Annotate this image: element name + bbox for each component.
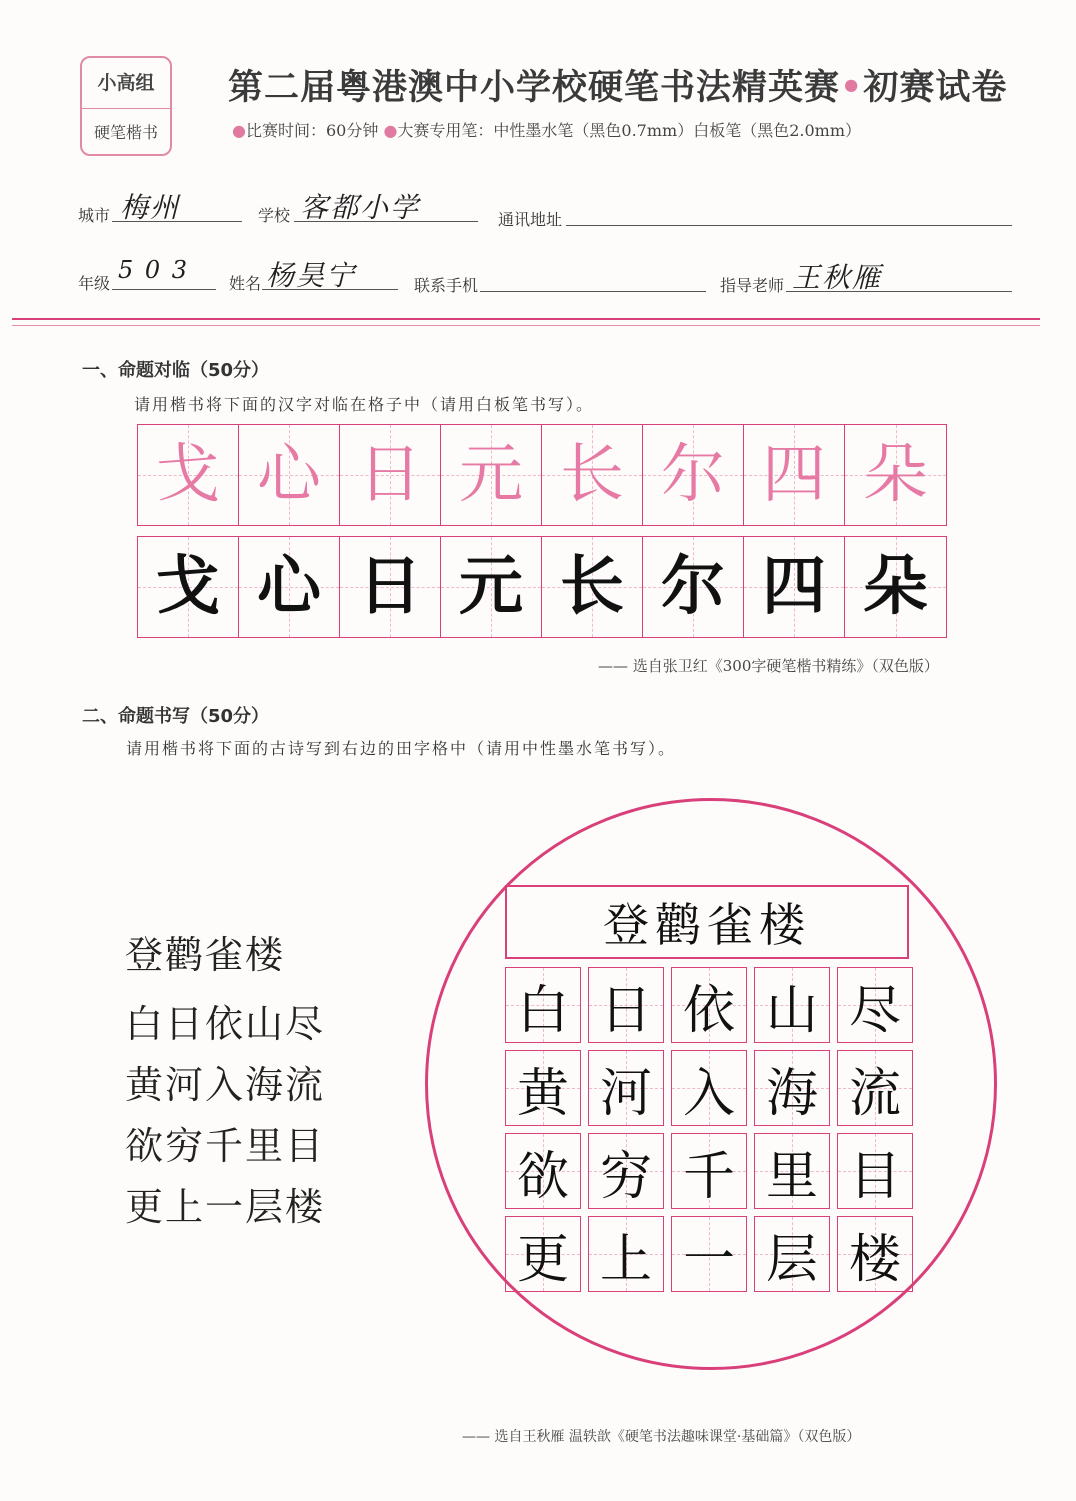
grade-label: 年级 <box>78 274 111 293</box>
page-title <box>228 60 1007 110</box>
section1-instruction: 请用楷书将下面的汉字对临在格子中（请用白板笔书写）。 <box>134 395 595 414</box>
badge-divider <box>82 108 170 109</box>
header-divider-thin <box>12 325 1040 326</box>
poem-source-title: 登鹳雀楼 <box>125 933 286 977</box>
address-label: 通讯地址 <box>498 210 563 229</box>
copy-cell[interactable]: 长 <box>542 537 643 637</box>
poem-line: 更上一层楼 <box>125 1185 326 1229</box>
reference-cell: 元 <box>441 425 542 525</box>
section2-instruction: 请用楷书将下面的古诗写到右边的田字格中（请用中性墨水笔书写）。 <box>126 739 677 758</box>
poem-cell[interactable]: 尽 <box>837 967 913 1043</box>
city-value: 梅州 <box>120 191 181 224</box>
teacher-value: 王秋雁 <box>792 261 883 294</box>
copy-cell[interactable]: 四 <box>744 537 845 637</box>
poem-cell[interactable]: 层 <box>754 1216 830 1292</box>
phone-label: 联系手机 <box>414 276 479 295</box>
poem-line: 欲穷千里目 <box>125 1124 326 1168</box>
badge-group: 小高组 <box>97 72 155 94</box>
copy-cell[interactable]: 戈 <box>138 537 239 637</box>
school-value: 客都小学 <box>300 191 421 224</box>
section1-credit: —— 选自张卫红《300字硬笔楷书精练》（双色版） <box>598 657 939 675</box>
grade-value: 5 0 3 <box>118 256 190 284</box>
poem-line: 黄河入海流 <box>125 1063 326 1107</box>
badge-category: 硬笔楷书 <box>93 123 158 142</box>
poem-cell[interactable]: 河 <box>588 1050 664 1126</box>
title-dot: • <box>840 68 864 108</box>
section2-credit: —— 选自王秋雁 温轶歆《硬笔书法趣味课堂·基础篇》（双色版） <box>462 1429 861 1445</box>
poem-cell[interactable]: 欲 <box>505 1133 581 1209</box>
reference-cell: 四 <box>744 425 845 525</box>
reference-cell: 日 <box>340 425 441 525</box>
poem-line: 白日依山尽 <box>125 1002 326 1046</box>
poem-cell[interactable]: 里 <box>754 1133 830 1209</box>
pen-spec: 大赛专用笔：中性墨水笔（黑色0.7mm）白板笔（黑色2.0mm） <box>397 121 861 140</box>
poem-grid-row <box>505 1050 913 1126</box>
written-poem-title[interactable]: 登鹳雀楼 <box>505 885 909 959</box>
address-field[interactable] <box>566 201 1012 226</box>
section1-title: 一、命题对临（50分） <box>82 360 270 381</box>
poem-cell[interactable]: 一 <box>671 1216 747 1292</box>
time-bullet-icon: ● <box>232 121 246 140</box>
poem-source <box>125 925 325 1238</box>
poem-grid-row <box>505 1133 913 1209</box>
poem-cell[interactable]: 更 <box>505 1216 581 1292</box>
poem-cell[interactable]: 山 <box>754 967 830 1043</box>
copy-cell[interactable]: 朵 <box>845 537 946 637</box>
teacher-label: 指导老师 <box>720 276 785 295</box>
reference-cell: 朵 <box>845 425 946 525</box>
copy-cell[interactable]: 心 <box>239 537 340 637</box>
title-sub: 初赛试卷 <box>863 68 1008 108</box>
poem-writing-grid[interactable] <box>505 967 913 1299</box>
copy-cell[interactable]: 尔 <box>643 537 744 637</box>
school-label: 学校 <box>258 206 291 225</box>
poem-cell[interactable]: 穷 <box>588 1133 664 1209</box>
reference-cell: 心 <box>239 425 340 525</box>
copy-cell[interactable]: 元 <box>441 537 542 637</box>
name-value: 杨昊宁 <box>266 259 357 292</box>
group-badge <box>80 56 172 156</box>
poem-cell[interactable]: 白 <box>505 967 581 1043</box>
poem-grid-row <box>505 967 913 1043</box>
reference-grid <box>137 424 947 526</box>
name-label: 姓名 <box>229 274 262 293</box>
poem-cell[interactable]: 黄 <box>505 1050 581 1126</box>
copy-cell[interactable]: 日 <box>340 537 441 637</box>
reference-cell: 戈 <box>138 425 239 525</box>
exam-time: 比赛时间：60分钟 <box>245 121 379 140</box>
reference-cell: 尔 <box>643 425 744 525</box>
reference-cell: 长 <box>542 425 643 525</box>
poem-cell[interactable]: 目 <box>837 1133 913 1209</box>
poem-cell[interactable]: 流 <box>837 1050 913 1126</box>
title-main: 第二届粤港澳中小学校硬笔书法精英赛 <box>228 68 841 108</box>
pen-bullet-icon: ● <box>383 121 398 140</box>
poem-cell[interactable]: 海 <box>754 1050 830 1126</box>
poem-cell[interactable]: 楼 <box>837 1216 913 1292</box>
header-divider <box>12 318 1040 320</box>
section2-title: 二、命题书写（50分） <box>82 706 270 727</box>
poem-cell[interactable]: 日 <box>588 967 664 1043</box>
copy-grid[interactable] <box>137 536 947 638</box>
poem-cell[interactable]: 入 <box>671 1050 747 1126</box>
exam-info <box>232 118 861 141</box>
city-label: 城市 <box>78 206 111 225</box>
poem-cell[interactable]: 上 <box>588 1216 664 1292</box>
phone-field[interactable] <box>480 267 706 292</box>
poem-grid-row <box>505 1216 913 1292</box>
poem-cell[interactable]: 依 <box>671 967 747 1043</box>
poem-cell[interactable]: 千 <box>671 1133 747 1209</box>
